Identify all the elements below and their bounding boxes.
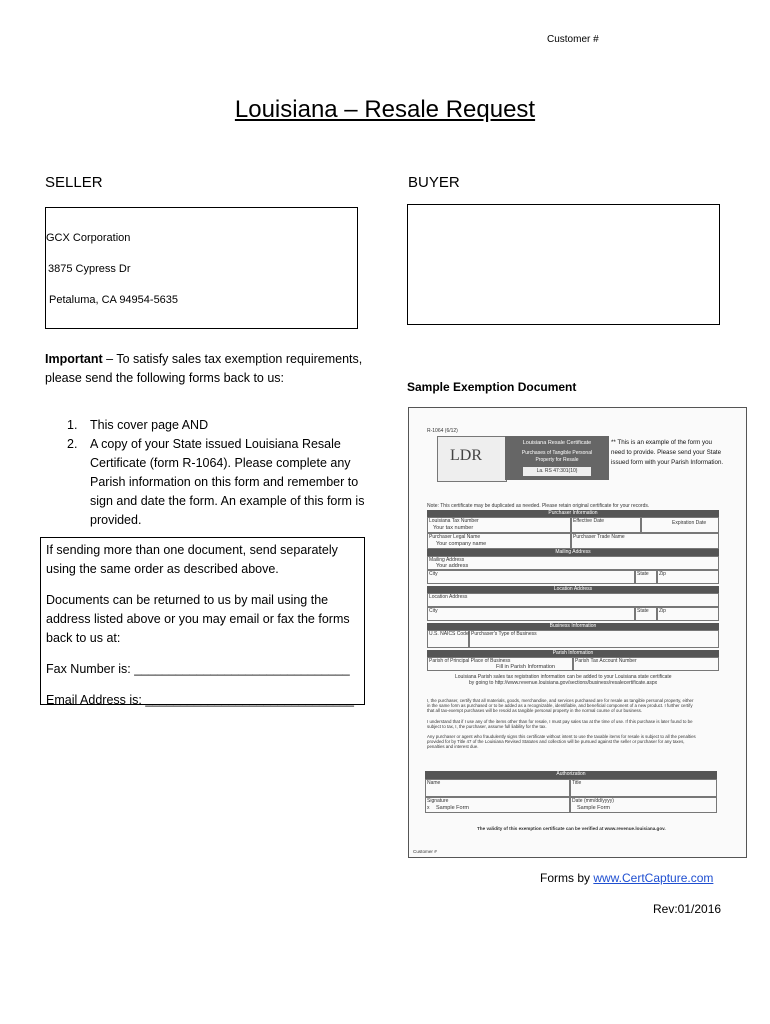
cert-title-block: [505, 436, 609, 480]
cert-subtitle-1: Purchases of Tangible Personal: [521, 450, 593, 456]
sample-heading: Sample Exemption Document: [407, 380, 577, 394]
note-return: Documents can be returned to us by mail using the address listed above or you may email or fax the forms back to us at:: [46, 593, 350, 645]
seller-street: 3875 Cypress Dr: [48, 263, 131, 275]
cert-subtitle-2: Property for Resale: [535, 457, 579, 463]
legal-name-cell: [427, 533, 571, 549]
customer-number-label: Customer #: [547, 34, 599, 45]
ldr-logo: [437, 436, 507, 482]
certcapture-link[interactable]: www.CertCapture.com: [593, 871, 714, 885]
mailing-zip-cell: [657, 570, 719, 584]
field-label: Date (mm/dd/yyyy): [572, 798, 614, 804]
section-parish: Parish Information: [427, 650, 719, 657]
important-label: Important: [45, 352, 103, 366]
page-title: Louisiana – Resale Request: [234, 96, 536, 123]
field-label: Title: [572, 780, 582, 786]
list-item: [67, 416, 367, 435]
cert-statement-6: Any purchaser or agent who fraudulently signs this certificate without intent to use the taxable items for resale is subject to all the penalties: [427, 734, 696, 739]
location-address-cell: [427, 593, 719, 607]
field-label: State: [637, 608, 649, 614]
important-text: – To satisfy sales tax exemption requirements, please send the following forms back to us:: [45, 352, 363, 385]
mailing-city-cell: [427, 570, 635, 584]
buyer-address-box[interactable]: [407, 204, 720, 325]
field-label: State: [637, 571, 649, 577]
field-label: Purchaser Trade Name: [573, 534, 625, 540]
cert-statement-7: provided for by Title 47 of the Louisiana Revised Statutes and collection will be pursued against the seller or purchaser for any taxes,: [427, 739, 685, 744]
validity-note: The validity of this exemption certificate can be verified at www.revenue.louisiana.gov.: [477, 826, 666, 831]
field-value: Your address: [436, 563, 469, 569]
auth-signature-cell: [425, 797, 570, 813]
naics-cell: [427, 630, 469, 648]
field-label: Expiration Date: [672, 520, 707, 526]
location-city-cell: [427, 607, 635, 621]
step-text: A copy of your State issued Louisiana Resale Certificate (form R-1064). Please complete any Parish information on this form and remember to sign and date the form. An example of this form is provided.: [90, 437, 365, 527]
seller-heading: SELLER: [45, 174, 103, 191]
sample-customer-number: Customer #: [413, 849, 437, 854]
field-label: Purchaser's Type of Business: [471, 631, 537, 637]
parish-account-cell: [573, 657, 719, 671]
field-label: Parish of Principal Place of Business: [429, 658, 511, 664]
parish-note-1: Louisiana Parish sales tax registration information can be added to your Louisiana state certificate: [455, 674, 672, 680]
expiration-date-cell: [641, 517, 719, 533]
dup-note: Note: This certificate may be duplicated as needed. Please retain original certificate for your records.: [427, 503, 650, 509]
sample-callout: ** This is an example of the form you need to provide. Please send your State issued form with your Parish Information.: [611, 439, 724, 466]
revision-label: Rev:01/2016: [653, 902, 722, 916]
steps-list: [67, 416, 367, 530]
field-label: City: [429, 571, 438, 577]
buyer-heading: BUYER: [408, 174, 460, 191]
effective-date-cell: [571, 517, 641, 533]
section-purchaser: Purchaser Information: [427, 510, 719, 517]
form-id: R-1064 (6/12): [427, 428, 458, 434]
tax-number-cell: [427, 517, 571, 533]
field-value: Fill in Parish Information: [496, 664, 555, 670]
parish-place-cell: [427, 657, 573, 671]
note-separate: If sending more than one document, send separately using the same order as described above.: [46, 543, 338, 576]
auth-title-cell: [570, 779, 717, 797]
list-item: [67, 435, 367, 530]
step-text: This cover page AND: [90, 418, 209, 432]
auth-date-cell: [570, 797, 717, 813]
field-value: Sample Form: [436, 805, 470, 811]
mailing-address-cell: [427, 556, 719, 570]
section-location: Location Address: [427, 586, 719, 593]
parish-note-2: by going to http://www.revenue.louisiana.gov/sections/business/resalecertificate.aspx: [469, 680, 658, 686]
cert-statement-8: penalties and interest due.: [427, 744, 479, 749]
seller-city: Petaluma, CA 94954-5635: [49, 294, 179, 306]
cert-statement-3: that all tax-exempt purchases will be resold as tangible personal property in the normal course of our business.: [427, 708, 643, 713]
signature-mark: x: [427, 805, 430, 811]
field-label: Parish Tax Account Number: [575, 658, 637, 664]
field-label: Purchaser Legal Name: [429, 534, 481, 540]
location-state-cell: [635, 607, 657, 621]
email-address-line: Email Address is: ______________________________: [46, 693, 354, 707]
cert-law: La. RS 47:301(10): [536, 468, 578, 474]
ldr-logo-text: LDR: [450, 447, 482, 464]
field-label: Zip: [659, 571, 666, 577]
field-label: Effective Date: [573, 518, 605, 524]
mailing-state-cell: [635, 570, 657, 584]
cert-statement-4: I understand that if I use any of the items other than for resale, I must pay sales tax at the time of use. If this purchase is later found to be: [427, 719, 693, 724]
field-label: Signature: [427, 798, 449, 804]
seller-address-box: [45, 207, 358, 329]
field-label: Mailing Address: [429, 557, 465, 563]
field-value: Your company name: [436, 541, 487, 547]
forms-by-label: Forms by: [540, 871, 594, 885]
location-zip-cell: [657, 607, 719, 621]
forms-by-line: [540, 871, 713, 885]
cert-law-box: [523, 467, 591, 476]
seller-company: GCX Corporation: [46, 232, 131, 244]
step-number: 1.: [67, 418, 78, 432]
field-value: Sample Form: [577, 805, 611, 811]
section-authorization: Authorization: [425, 771, 717, 779]
sample-exemption-document: [408, 407, 747, 858]
business-type-cell: [469, 630, 719, 648]
return-instructions-box: [40, 537, 365, 705]
cert-statement-5: subject to tax, I, the purchaser, assume full liability for the tax.: [427, 724, 547, 729]
trade-name-cell: [571, 533, 719, 549]
auth-name-cell: [425, 779, 570, 797]
field-label: Location Address: [429, 594, 468, 600]
field-value: Your tax number: [433, 525, 474, 531]
step-number: 2.: [67, 437, 78, 451]
field-label: Louisiana Tax Number: [429, 518, 479, 524]
fax-number-line: Fax Number is: _______________________________: [46, 662, 350, 676]
field-label: City: [429, 608, 438, 614]
section-business: Business Information: [427, 623, 719, 630]
field-label: Name: [427, 780, 441, 786]
important-instructions: [45, 350, 365, 388]
cert-statement-2: in the same form as purchased or to be added as a recognizable, identifiable, and beneficial component of a new product. I further certify: [427, 703, 693, 708]
field-label: Zip: [659, 608, 666, 614]
field-label: U.S. NAICS Code: [429, 631, 469, 637]
cert-title: Louisiana Resale Certificate: [522, 440, 592, 446]
cert-statement-1: I, the purchaser, certify that all materials, goods, merchandise, and services purchased are for resale as tangible personal property, either: [427, 698, 694, 703]
section-mailing: Mailing Address: [427, 549, 719, 556]
